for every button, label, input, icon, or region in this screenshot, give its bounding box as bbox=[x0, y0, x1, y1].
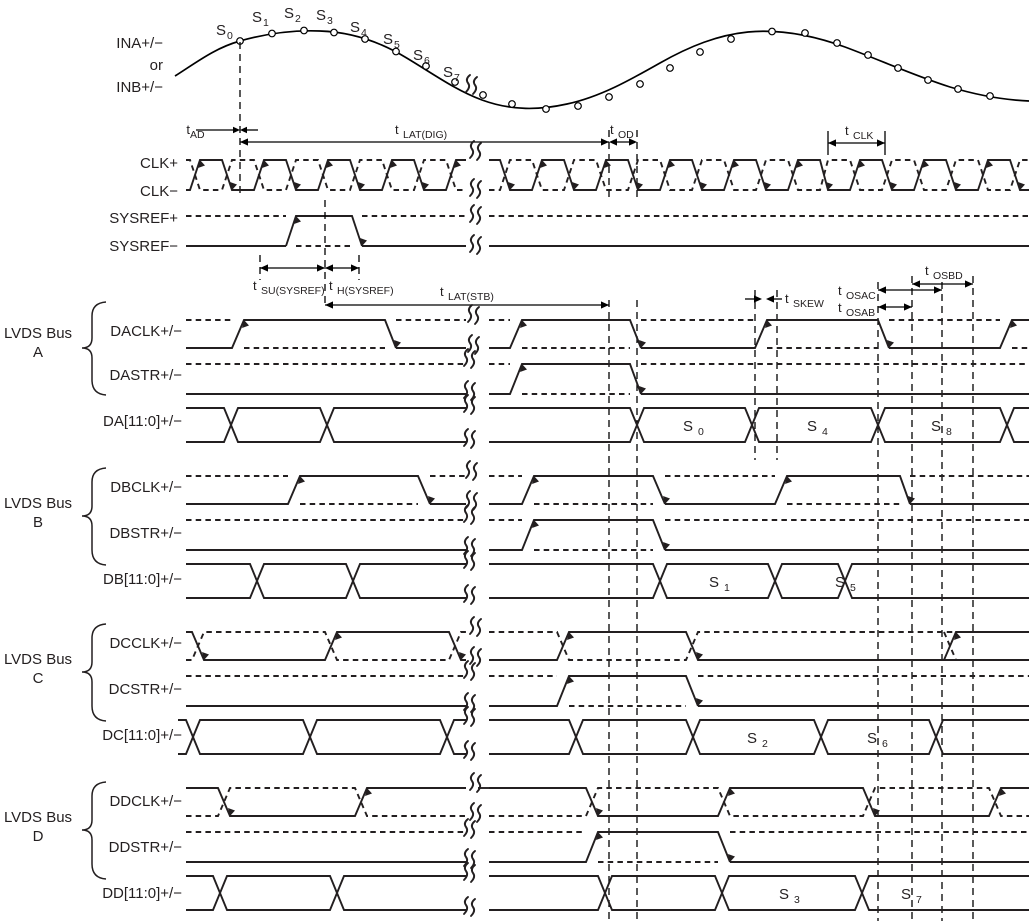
t-skew-base: t bbox=[785, 291, 789, 306]
bus-a-data-value-0-sub: 0 bbox=[698, 426, 704, 438]
waveform-dbstr bbox=[186, 505, 1029, 556]
waveform-dastr bbox=[186, 349, 1029, 400]
sample-label-s6: S bbox=[413, 47, 424, 64]
row-label-sysref-minus: SYSREF− bbox=[109, 238, 178, 255]
t-osac-sub: OSAC bbox=[846, 290, 876, 302]
clock-section bbox=[109, 141, 1029, 255]
t-od-base: t bbox=[610, 122, 614, 137]
bus-a-group-label-line2: A bbox=[32, 344, 44, 361]
bus-b-section bbox=[4, 461, 1029, 604]
annotation-t-ad bbox=[186, 122, 258, 141]
break-symbol-dbclk bbox=[466, 461, 477, 510]
sample-sub-s1: 1 bbox=[263, 17, 269, 29]
break-symbol-daclk bbox=[468, 305, 479, 354]
t-osab-sub: OSAB bbox=[846, 307, 876, 319]
break-symbol-dbdata bbox=[464, 551, 475, 604]
sample-label-s4: S bbox=[350, 19, 361, 36]
analog-sample-labels bbox=[216, 5, 460, 84]
break-symbol-sysref bbox=[470, 205, 481, 254]
bus-c-row-label-dcstr: DCSTR+/− bbox=[108, 681, 182, 698]
waveform-dbdata bbox=[186, 551, 1029, 604]
bus-c-row-label-dcdata: DC[11:0]+/− bbox=[102, 727, 182, 744]
break-symbol-clk bbox=[470, 141, 481, 198]
waveform-sysref-plus bbox=[186, 216, 1029, 246]
skew-annotations bbox=[745, 263, 973, 319]
bus-c-data-value-0-base: S bbox=[746, 730, 758, 747]
sample-label-s1: S bbox=[252, 9, 263, 26]
waveform-dadata bbox=[186, 395, 1029, 448]
bus-a-data-value-2-base: S bbox=[930, 418, 942, 435]
bus-a-row-label-dadata: DA[11:0]+/− bbox=[103, 413, 182, 430]
t-clk-base: t bbox=[845, 123, 849, 138]
waveform-dcclk bbox=[186, 617, 1029, 666]
t-osab-base: t bbox=[838, 300, 842, 315]
sample-label-s3: S bbox=[316, 7, 327, 24]
break-symbol-dddata bbox=[464, 863, 475, 916]
bus-b-group-label-line1: LVDS Bus bbox=[3, 495, 73, 512]
sample-sub-s3: 3 bbox=[327, 15, 333, 27]
bus-c-section bbox=[4, 617, 1029, 760]
sample-sub-s5: 5 bbox=[394, 39, 400, 51]
annotation-t-lat-dig bbox=[240, 122, 609, 146]
t-su-sysref-base: t bbox=[253, 278, 257, 293]
bus-b-group-label-line2: B bbox=[32, 514, 44, 531]
break-symbol-analog bbox=[466, 75, 477, 94]
analog-sample-dots bbox=[237, 27, 994, 112]
t-lat-dig-sub: LAT(DIG) bbox=[403, 129, 448, 141]
bus-d-data-value-1-sub: 7 bbox=[916, 894, 922, 906]
t-lat-stb-sub: LAT(STB) bbox=[448, 291, 494, 303]
sample-sub-s4: 4 bbox=[361, 27, 367, 39]
bus-c-data-value-1-sub: 6 bbox=[882, 738, 888, 750]
bus-d-row-label-ddstr: DDSTR+/− bbox=[108, 839, 182, 856]
bus-d-group-label-line1: LVDS Bus bbox=[3, 809, 73, 826]
t-h-sysref-sub: H(SYSREF) bbox=[337, 285, 394, 297]
bus-d-row-label-dddata: DD[11:0]+/− bbox=[102, 885, 182, 902]
t-ad-sub: AD bbox=[190, 129, 205, 141]
bus-b-data-value-0-base: S bbox=[708, 574, 720, 591]
break-symbol-dadata bbox=[464, 395, 475, 448]
break-symbol-ddclk bbox=[470, 773, 481, 822]
bus-b-row-label-dbclk: DBCLK+/− bbox=[110, 479, 182, 496]
waveform-dddata bbox=[186, 863, 1029, 916]
bus-d-brace bbox=[82, 782, 106, 879]
break-symbol-ddstr bbox=[464, 819, 475, 868]
sample-label-s0: S bbox=[216, 22, 227, 39]
break-symbol-dbstr bbox=[464, 505, 475, 556]
waveform-dcdata bbox=[178, 707, 1029, 760]
bus-c-group-label-line2: C bbox=[32, 670, 44, 687]
sample-label-s5: S bbox=[383, 31, 394, 48]
bus-c-row-label-dcclk: DCCLK+/− bbox=[109, 635, 182, 652]
waveform-ddstr bbox=[186, 819, 1029, 868]
bus-a-data-value-1-base: S bbox=[806, 418, 818, 435]
waveform-dcstr bbox=[186, 661, 1029, 712]
bus-d-group-label-line2: D bbox=[32, 828, 44, 845]
bus-a-data-value-1-sub: 4 bbox=[822, 426, 828, 438]
break-symbol-dcclk bbox=[470, 617, 481, 666]
bus-a-row-label-dastr: DASTR+/− bbox=[109, 367, 182, 384]
waveform-ddclk bbox=[186, 773, 1029, 822]
bus-b-data-value-1-sub: 5 bbox=[850, 582, 856, 594]
bus-b-row-label-dbdata: DB[11:0]+/− bbox=[103, 571, 182, 588]
annotation-t-clk bbox=[828, 123, 885, 155]
t-su-sysref-sub: SU(SYSREF) bbox=[261, 285, 325, 297]
bus-a-group-label-line1: LVDS Bus bbox=[3, 325, 73, 342]
t-od-sub: OD bbox=[618, 129, 634, 141]
bus-a-data-value-0-base: S bbox=[682, 418, 694, 435]
row-label-clk-plus: CLK+ bbox=[140, 155, 178, 172]
bus-b-data-value-0-sub: 1 bbox=[724, 582, 730, 594]
t-ad-base: t bbox=[186, 122, 190, 137]
sample-sub-s0: 0 bbox=[227, 30, 233, 42]
analog-input-section bbox=[116, 5, 1029, 112]
analog-label-line2: or bbox=[149, 57, 163, 74]
bus-a-section bbox=[4, 302, 1029, 448]
bus-c-data-value-1-base: S bbox=[866, 730, 878, 747]
analog-label-line3: INB+/− bbox=[116, 79, 163, 96]
t-clk-sub: CLK bbox=[853, 130, 874, 142]
bus-c-brace bbox=[82, 624, 106, 721]
break-symbol-dastr bbox=[464, 349, 475, 400]
t-osac-base: t bbox=[838, 283, 842, 298]
sample-label-s7: S bbox=[443, 64, 454, 81]
sample-sub-s6: 6 bbox=[424, 55, 430, 67]
bus-d-row-label-ddclk: DDCLK+/− bbox=[109, 793, 182, 810]
bus-c-data-value-0-sub: 2 bbox=[762, 738, 768, 750]
bus-d-data-value-0-base: S bbox=[778, 886, 790, 903]
bus-a-brace bbox=[82, 302, 106, 395]
bus-d-section bbox=[4, 773, 1029, 916]
bus-b-data-value-1-base: S bbox=[834, 574, 846, 591]
bus-d-data-value-0-sub: 3 bbox=[794, 894, 800, 906]
t-osbd-sub: OSBD bbox=[933, 270, 963, 282]
waveform-dbclk bbox=[186, 461, 1029, 510]
sample-sub-s7: 7 bbox=[454, 72, 460, 84]
t-lat-stb-base: t bbox=[440, 284, 444, 299]
bus-b-brace bbox=[82, 468, 106, 565]
bus-a-data-value-2-sub: 8 bbox=[946, 426, 952, 438]
waveform-daclk bbox=[186, 305, 1029, 354]
bus-d-data-value-1-base: S bbox=[900, 886, 912, 903]
row-label-clk-minus: CLK− bbox=[140, 183, 178, 200]
t-skew-sub: SKEW bbox=[793, 298, 824, 310]
t-lat-dig-base: t bbox=[395, 122, 399, 137]
t-osbd-base: t bbox=[925, 263, 929, 278]
annotation-t-od bbox=[609, 122, 637, 200]
bus-b-row-label-dbstr: DBSTR+/− bbox=[109, 525, 182, 542]
bus-c-group-label-line1: LVDS Bus bbox=[3, 651, 73, 668]
break-symbol-dcstr bbox=[464, 661, 475, 712]
t-h-sysref-base: t bbox=[329, 278, 333, 293]
sample-label-s2: S bbox=[284, 5, 295, 22]
break-symbol-dcdata bbox=[464, 707, 475, 760]
sample-sub-s2: 2 bbox=[295, 13, 301, 25]
row-label-sysref-plus: SYSREF+ bbox=[109, 210, 178, 227]
analog-label-line1: INA+/− bbox=[116, 35, 163, 52]
bus-a-row-label-daclk: DACLK+/− bbox=[110, 323, 182, 340]
